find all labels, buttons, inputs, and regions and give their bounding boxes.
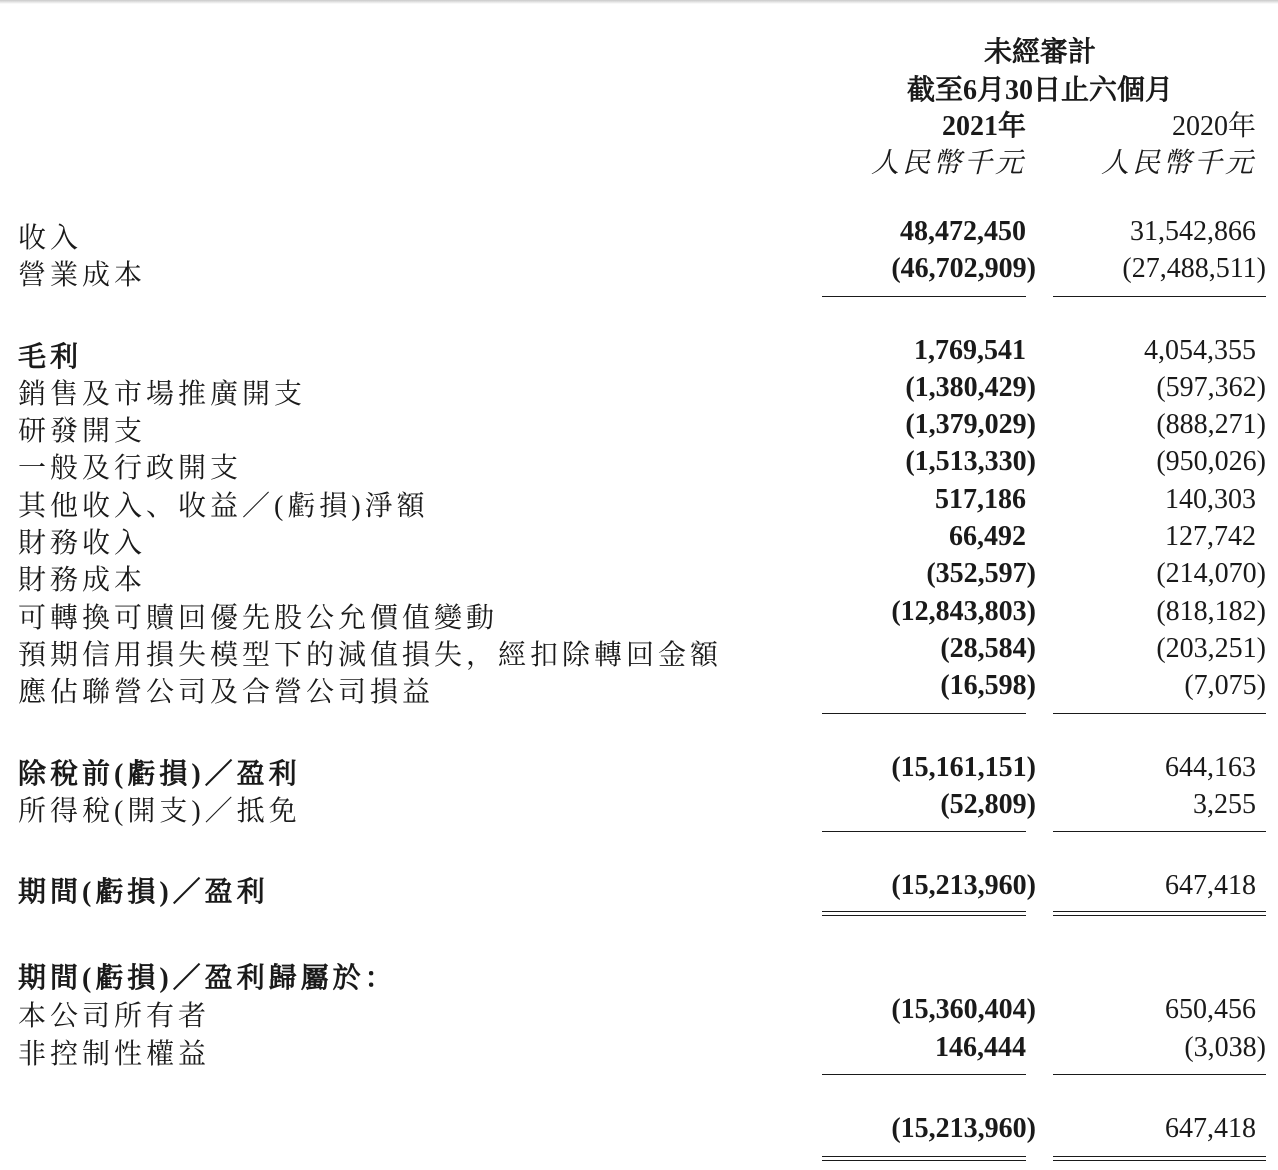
row-label: 期間(虧損)／盈利歸屬於： [18,963,397,994]
value-2020: 647,418 [1165,870,1256,901]
value-2020: 31,542,866 [1130,216,1256,247]
value-2020: (214,070) [1156,558,1266,589]
double-underline [1053,1156,1266,1161]
header-period: 截至6月30日止六個月 [906,75,1174,106]
row-label: 一般及行政開支 [18,453,243,484]
value-2021: 517,186 [935,484,1026,515]
header-unit-2020: 人民幣千元 [1100,148,1256,179]
value-2021: (1,379,029) [905,409,1036,440]
value-2021: (52,809) [940,789,1036,820]
row-label: 收入 [18,223,83,254]
row-label: 期間(虧損)／盈利 [18,877,269,908]
value-2020: 647,418 [1165,1113,1256,1144]
value-2020: (888,271) [1156,409,1266,440]
double-underline [1053,911,1266,916]
row-label: 非控制性權益 [18,1039,211,1070]
row-label: 應佔聯營公司及合營公司損益 [18,677,435,708]
value-2021: (352,597) [926,558,1036,589]
row-label: 其他收入、收益／(虧損)淨額 [18,491,429,522]
value-2021: (15,360,404) [891,994,1036,1025]
value-2020: 3,255 [1193,789,1256,820]
row-label: 除稅前(虧損)／盈利 [18,759,301,790]
value-2021: (1,513,330) [905,446,1036,477]
value-2020: (597,362) [1156,372,1266,403]
value-2021: 1,769,541 [914,335,1026,366]
single-underline [1053,713,1266,714]
row-label: 本公司所有者 [18,1001,211,1032]
value-2021: (46,702,909) [891,253,1036,284]
single-underline [1053,296,1266,297]
double-underline [822,1156,1026,1161]
row-label: 可轉換可贖回優先股公允價值變動 [18,603,499,634]
value-2020: 650,456 [1165,994,1256,1025]
value-2021: 48,472,450 [900,216,1026,247]
value-2021: (15,161,151) [891,752,1036,783]
value-2020: (7,075) [1184,670,1266,701]
header-year-2020: 2020年 [1171,111,1256,142]
single-underline [1053,1074,1266,1075]
value-2021: (15,213,960) [891,870,1036,901]
value-2021: 146,444 [935,1032,1026,1063]
row-label: 營業成本 [18,260,147,291]
value-2021: (16,598) [940,670,1036,701]
value-2020: (3,038) [1184,1032,1266,1063]
value-2020: 4,054,355 [1144,335,1256,366]
value-2020: (950,026) [1156,446,1266,477]
value-2021: (15,213,960) [891,1113,1036,1144]
value-2021: 66,492 [949,521,1026,552]
row-label: 財務成本 [18,565,147,596]
row-label: 所得稅(開支)／抵免 [18,796,301,827]
value-2020: 127,742 [1165,521,1256,552]
value-2020: 140,303 [1165,484,1256,515]
header-unaudited: 未經審計 [983,37,1097,68]
top-shadow [0,0,1278,4]
single-underline [1053,831,1266,832]
double-underline [822,911,1026,916]
value-2020: (818,182) [1156,596,1266,627]
row-label: 銷售及市場推廣開支 [18,379,307,410]
row-label: 研發開支 [18,416,147,447]
value-2020: (27,488,511) [1122,253,1266,284]
row-label: 財務收入 [18,528,147,559]
value-2021: (1,380,429) [905,372,1036,403]
row-label: 毛利 [18,342,83,373]
single-underline [822,831,1026,832]
value-2020: (203,251) [1156,633,1266,664]
value-2020: 644,163 [1165,752,1256,783]
single-underline [822,296,1026,297]
single-underline [822,1074,1026,1075]
value-2021: (28,584) [940,633,1036,664]
row-label: 預期信用損失模型下的減值損失，經扣除轉回金額 [18,640,723,671]
header-year-2021: 2021年 [941,111,1026,142]
header-unit-2021: 人民幣千元 [870,148,1026,179]
value-2021: (12,843,803) [891,596,1036,627]
single-underline [822,713,1026,714]
